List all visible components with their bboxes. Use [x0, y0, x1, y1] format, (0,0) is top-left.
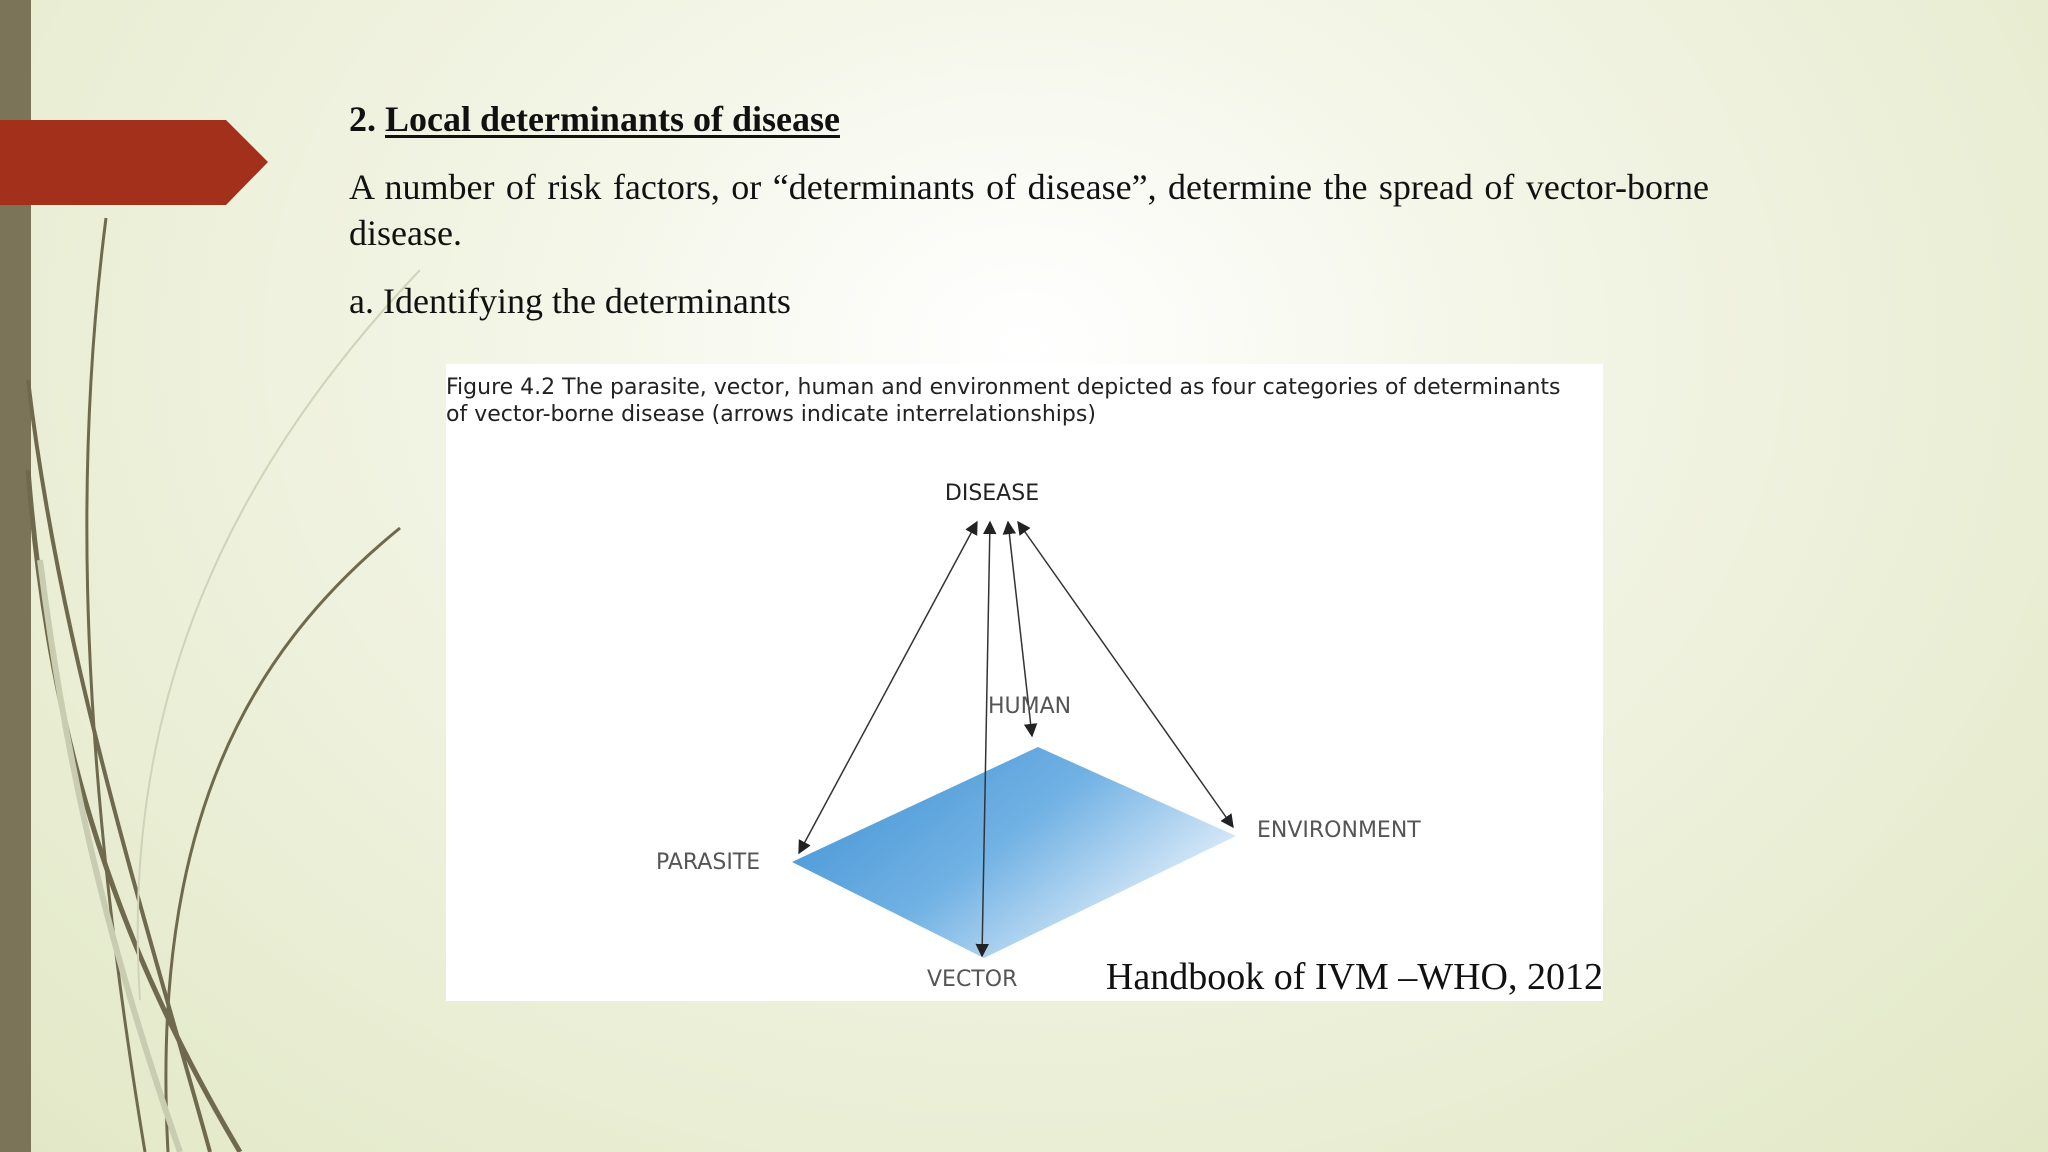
determinants-diagram	[446, 364, 1603, 1001]
figure-caption-line1: Figure 4.2 The parasite, vector, human and environment depicted as four categories of determinants	[446, 375, 1561, 400]
node-vector: VECTOR	[927, 967, 1018, 992]
heading-title: Local determinants of disease	[385, 99, 840, 139]
slide-subheading: a. Identifying the determinants	[349, 281, 791, 321]
slide-paragraph: A number of risk factors, or “determinants of disease”, determine the spread of vector-borne disease.	[349, 167, 1709, 253]
slide-heading	[349, 98, 840, 140]
node-environment: ENVIRONMENT	[1257, 818, 1421, 843]
heading-number: 2.	[349, 99, 376, 139]
node-disease: DISEASE	[944, 481, 1040, 506]
figure-source: Handbook of IVM –WHO, 2012	[1105, 956, 1603, 998]
figure-caption-line2: of vector-borne disease (arrows indicate interrelationships)	[446, 402, 1096, 427]
determinants-plane	[792, 747, 1236, 958]
node-human: HUMAN	[988, 694, 1072, 719]
figure-image	[446, 364, 1603, 1001]
accent-arrow-tab	[0, 120, 268, 205]
node-parasite: PARASITE	[656, 850, 761, 875]
figure-caption	[446, 374, 1603, 428]
